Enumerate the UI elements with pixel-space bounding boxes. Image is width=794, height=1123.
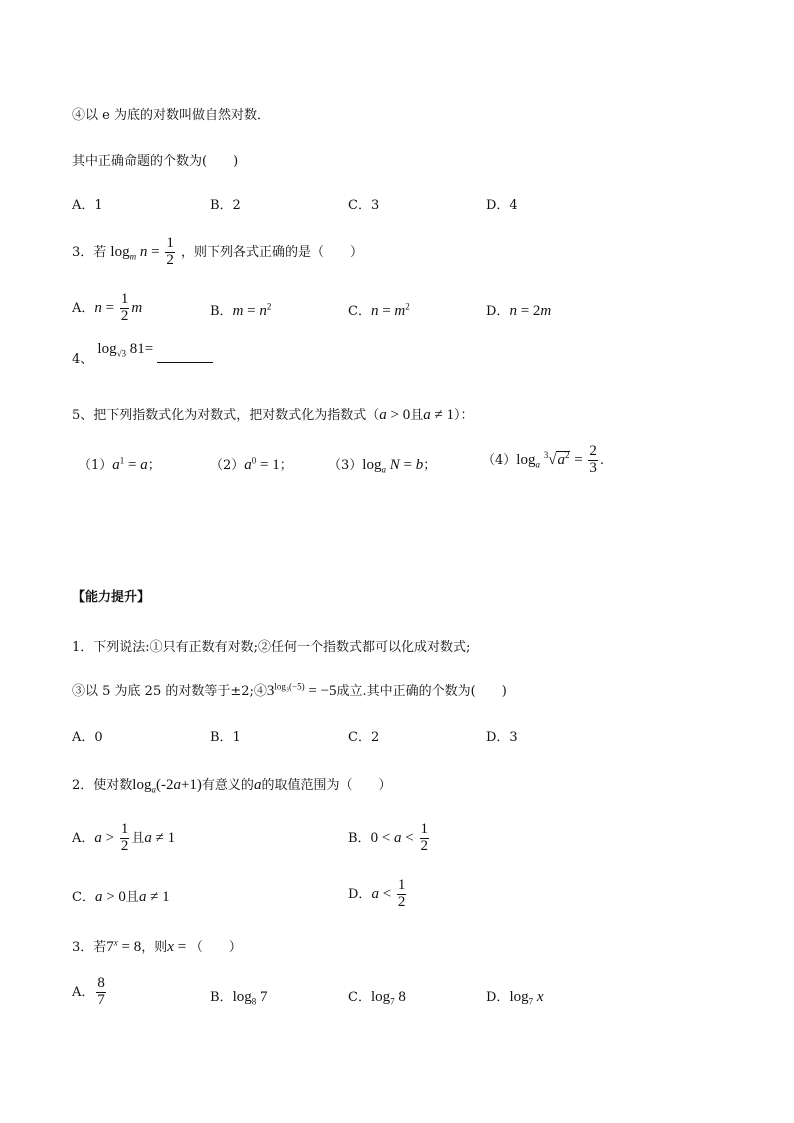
question-3: 3．若 $\log_m n$ = $\frac{1}{2}$ ，则下列各式正确的是（ ）: [72, 235, 363, 268]
item-3: $(3)\log_a$ N = b；: [328, 457, 437, 475]
option-d[interactable]: D．a < $\frac{1}{2}$: [348, 877, 406, 910]
option-c[interactable]: C．$n = m^2$: [348, 301, 410, 319]
option-b[interactable]: B．$m = n^2$: [210, 301, 272, 319]
p3-question: 3．若$7^x = 8$，则x = （ ）: [72, 937, 242, 955]
p1-line-1: 1．下列说法:①只有正数有对数;②任何一个指数式都可以化成对数式;: [72, 640, 471, 655]
question-4: 4、 $\log_{√3} 81=$: [72, 348, 213, 369]
option-a[interactable]: A．1: [72, 198, 103, 213]
item-2: $(2)a^0 = 1$；: [210, 455, 293, 473]
option-c[interactable]: C．$\log_7 8$: [348, 989, 406, 1007]
statement-4: ④以 e 为底的对数叫做自然对数．: [72, 108, 270, 123]
option-a[interactable]: A． $\frac{8}{7}$: [72, 975, 105, 1008]
option-c[interactable]: C．2: [348, 730, 380, 745]
question-5: 5、把下列指数式化为对数式，把对数式化为指数式（a > 0且a ≠ 1）：: [72, 407, 474, 423]
item-1: $(1)a^1 = a$；: [78, 455, 161, 473]
option-a[interactable]: A．a > $\frac{1}{2}$ 且a ≠ 1: [72, 821, 176, 854]
option-c[interactable]: C．a > 0且a ≠ 1: [72, 889, 170, 905]
option-c[interactable]: C．3: [348, 198, 380, 213]
option-a[interactable]: A．n = $\frac{1}{2}$ m: [72, 291, 143, 324]
option-d[interactable]: D．3: [486, 730, 518, 745]
option-b[interactable]: B．0 < a < $\frac{1}{2}$: [348, 821, 428, 854]
option-d[interactable]: D．$\log_7 x$: [486, 989, 544, 1007]
option-a[interactable]: A．0: [72, 730, 103, 745]
option-b[interactable]: B．1: [210, 730, 241, 745]
answer-blank[interactable]: [157, 350, 213, 363]
option-d[interactable]: D．n = 2m: [486, 303, 552, 319]
option-b[interactable]: B．$\log_8 7$: [210, 989, 268, 1007]
item-4: $(4)\log_a$ $^3√a^2$ = $\frac{2}{3}$ .: [482, 443, 605, 476]
section-title: 【能力提升】: [72, 590, 151, 605]
option-d[interactable]: D．4: [486, 198, 518, 213]
count-question: 其中正确命题的个数为( ): [72, 154, 239, 169]
p1-line-2: ③以 5 为底 25 的对数等于$\pm 2;④3^{log_3(-5)} = -5$成立.其中正确的个数为( ): [72, 681, 507, 699]
option-b[interactable]: B．2: [210, 198, 241, 213]
p2-question: 2．使对数$\log_a(-2a+1)$有意义的a的取值范围为（ ）: [72, 777, 392, 795]
